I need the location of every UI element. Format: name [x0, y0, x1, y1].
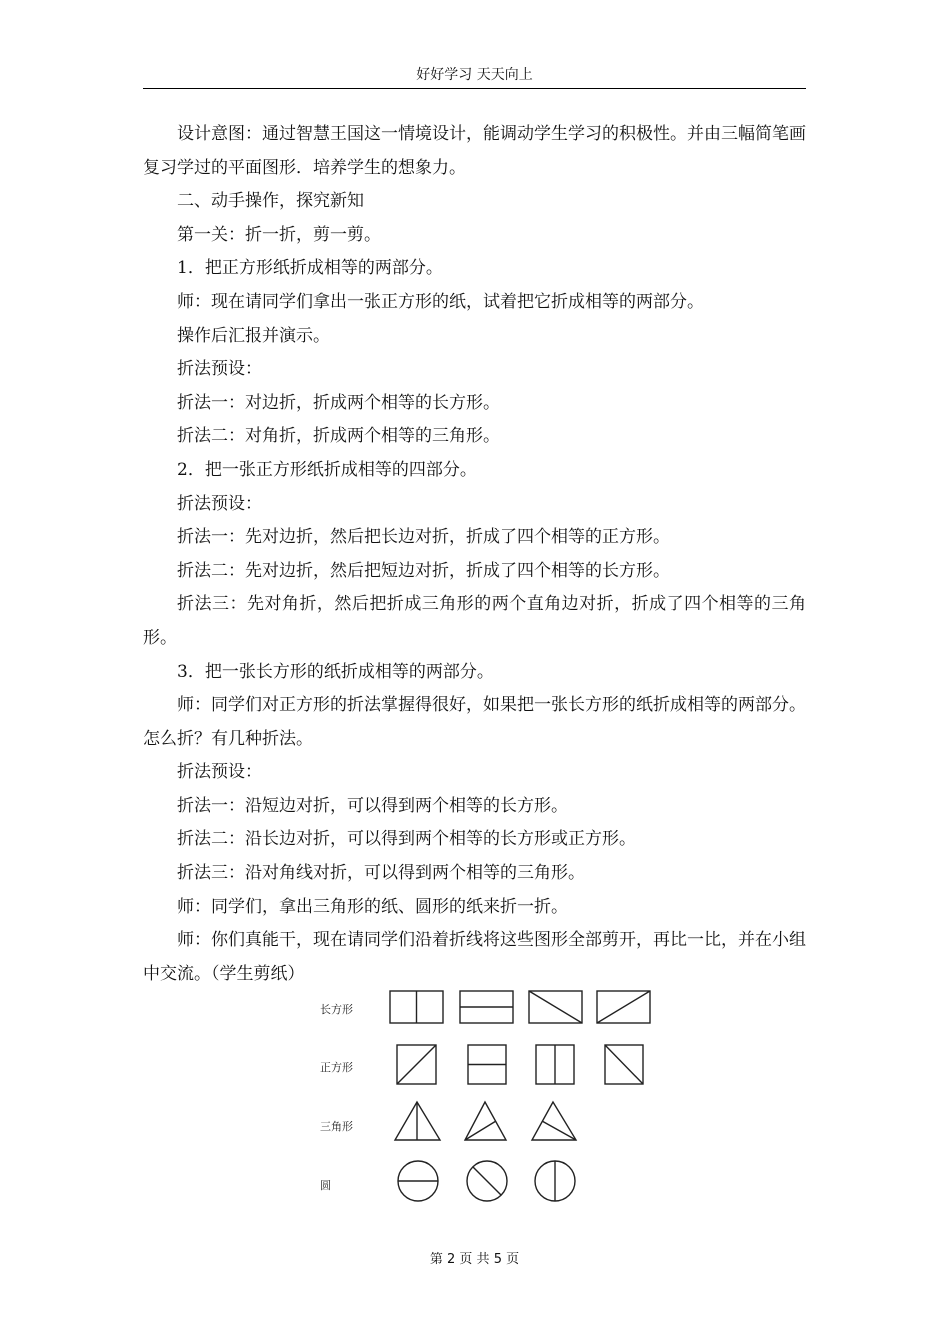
page-footer: 第 2 页 共 5 页 — [429, 1252, 520, 1267]
paragraph: 师：同学们，拿出三角形的纸、圆形的纸来折一折。 — [177, 896, 568, 917]
paragraph: 折法三：先对角折，然后把折成三角形的两个直角边对折，折成了四个相等的三角形。 — [143, 594, 806, 648]
paragraph: 折法二：沿长边对折，可以得到两个相等的长方形或正方形。 — [177, 829, 636, 850]
triangle-row — [395, 1102, 576, 1140]
paragraph: 折法一：先对边折，然后把长边对折，折成了四个相等的正方形。 — [177, 527, 670, 548]
paragraph: 2．把一张正方形纸折成相等的四部分。 — [177, 459, 477, 480]
paragraph: 操作后汇报并演示。 — [177, 325, 330, 346]
triangle-cut-right — [532, 1102, 576, 1140]
paragraph: 折法三：沿对角线对折，可以得到两个相等的三角形。 — [177, 863, 585, 884]
section-heading: 二、动手操作，探究新知 — [177, 191, 364, 212]
triangle-cut-left — [465, 1102, 506, 1140]
paragraph: 折法一：对边折，折成两个相等的长方形。 — [177, 392, 500, 413]
page-header: 好好学习 天天向上 — [143, 62, 806, 89]
label-square: 正方形 — [320, 1061, 353, 1074]
square-row — [397, 1045, 643, 1084]
rectangle-row — [390, 991, 650, 1023]
paragraph: 折法预设： — [177, 359, 262, 380]
paragraph: 3．把一张长方形的纸折成相等的两部分。 — [177, 661, 494, 682]
paragraph: 师：同学们对正方形的折法掌握得很好，如果把一张长方形的纸折成相等的两部分。怎么折？有几种折法。 — [143, 695, 806, 749]
paragraph: 师：现在请同学们拿出一张正方形的纸，试着把它折成相等的两部分。 — [177, 291, 704, 312]
folding-shapes-figure — [320, 985, 660, 1210]
paragraph: 折法预设： — [177, 493, 262, 514]
paragraph: 折法二：对角折，折成两个相等的三角形。 — [177, 426, 500, 447]
paragraph: 折法一：沿短边对折，可以得到两个相等的长方形。 — [177, 795, 568, 816]
label-triangle: 三角形 — [320, 1120, 353, 1133]
paragraph: 折法预设： — [177, 762, 262, 783]
paragraph: 折法二：先对边折，然后把短边对折，折成了四个相等的长方形。 — [177, 560, 670, 581]
paragraph: 师：你们真能干，现在请同学们沿着折线将这些图形全部剪开，再比一比，并在小组中交流。（学生剪纸） — [143, 930, 806, 984]
paragraph: 第一关：折一折，剪一剪。 — [177, 224, 381, 245]
circle-row — [398, 1161, 575, 1201]
paragraph: 设计意图：通过智慧王国这一情境设计，能调动学生学习的积极性。并由三幅简笔画复习学过的平面图形．培养学生的想象力。 — [143, 124, 806, 178]
paragraph: 1．把正方形纸折成相等的两部分。 — [177, 258, 443, 279]
label-circle: 圆 — [320, 1179, 331, 1192]
document-body — [143, 118, 806, 991]
label-rectangle: 长方形 — [320, 1003, 353, 1016]
